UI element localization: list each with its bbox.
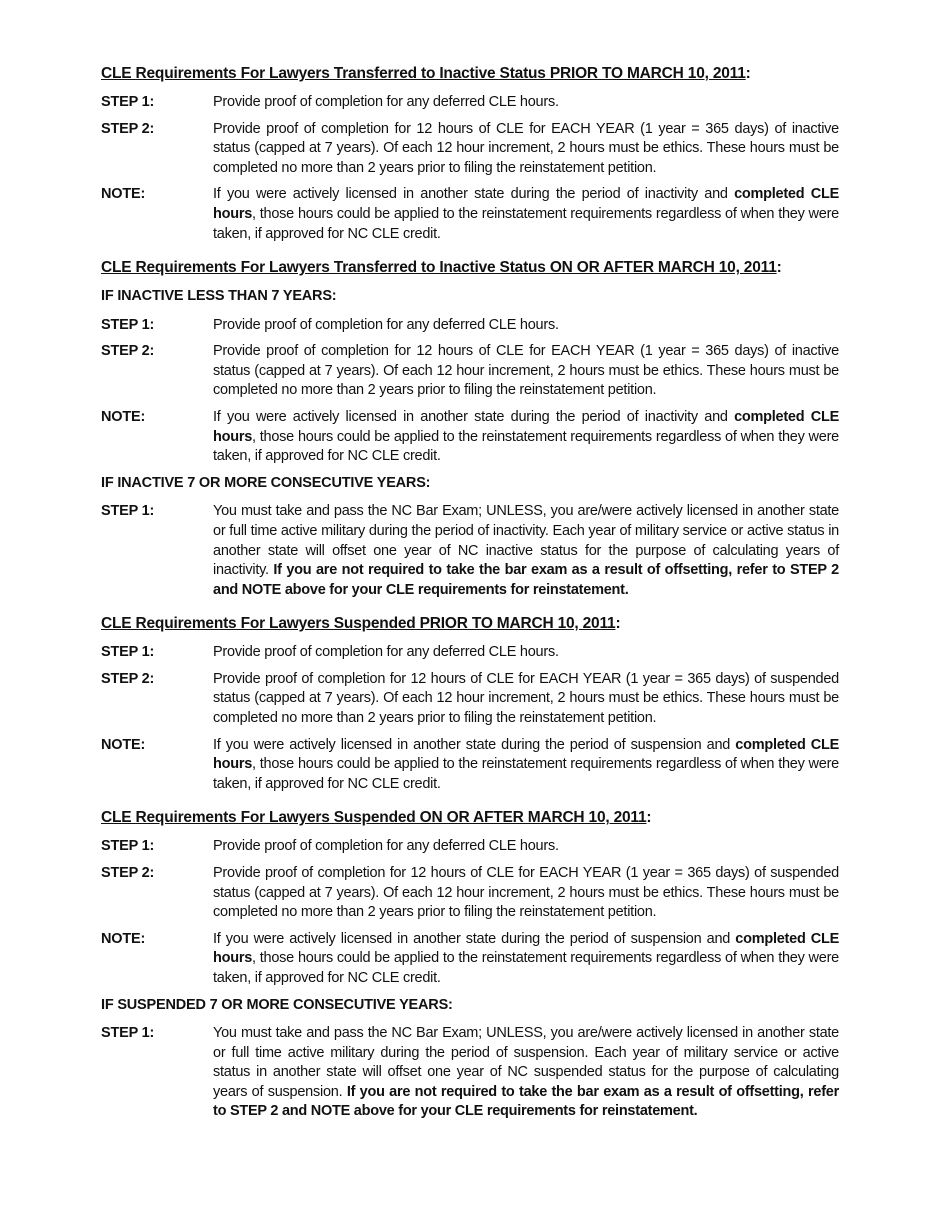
note-text-part: , those hours could be applied to the reinstatement requirements regardless of when they were taken, if approved for NC CLE credit. bbox=[213, 756, 839, 792]
step-text: Provide proof of completion for 12 hours of CLE for EACH YEAR (1 year = 365 days) of inactive status (capped at 7 years). Of each 12 hour increment, 2 hours must be ethics. These hours must be completed no more than 2 years prior to filing the reinstatement petition. bbox=[213, 120, 839, 176]
section-heading-suspended-after bbox=[101, 808, 839, 828]
section-heading-inactive-prior bbox=[101, 64, 839, 84]
note-text-bold: completed CLE hours bbox=[213, 186, 839, 222]
note-text-part: If you were actively licensed in another state during the period of suspension and bbox=[213, 930, 736, 947]
step-text: Provide proof of completion for 12 hours of CLE for EACH YEAR (1 year = 365 days) of suspended status (capped at 7 years). Of each 12 hour increment, 2 hours must be ethics. These hours must be completed no more than 2 years prior to filing the reinstatement petition. bbox=[213, 670, 839, 727]
step-label: STEP 2: bbox=[101, 120, 155, 137]
step-text: Provide proof of completion for any deferred CLE hours. bbox=[213, 316, 559, 333]
section-heading-text: CLE Requirements For Lawyers Transferred to Inactive Status PRIOR TO MARCH 10, 2011 bbox=[101, 65, 746, 82]
step-text: Provide proof of completion for any deferred CLE hours. bbox=[213, 838, 559, 855]
step-text: Provide proof of completion for 12 hours of CLE for EACH YEAR (1 year = 365 days) of suspended status (capped at 7 years). Of each 12 hour increment, 2 hours must be ethics. These hours must be completed no more than 2 years prior to filing the reinstatement petition. bbox=[213, 865, 839, 921]
section-heading-inactive-after bbox=[101, 258, 839, 278]
note-text-part: , those hours could be applied to the reinstatement requirements regardless of when they were taken, if approved for NC CLE credit. bbox=[213, 428, 839, 465]
note-row bbox=[101, 930, 839, 989]
note-text-bold: completed CLE hours bbox=[213, 409, 839, 445]
step-text: Provide proof of completion for any deferred CLE hours. bbox=[213, 644, 559, 661]
step-text bbox=[213, 1024, 839, 1122]
document-body bbox=[101, 64, 839, 1129]
section-heading-text: CLE Requirements For Lawyers Suspended ON OR AFTER MARCH 10, 2011 bbox=[101, 809, 647, 827]
note-row bbox=[101, 185, 839, 244]
note-text bbox=[213, 185, 839, 244]
note-text-part: If you were actively licensed in another state during the period of inactivity and bbox=[213, 409, 735, 426]
note-row bbox=[101, 408, 839, 467]
step-row bbox=[101, 342, 839, 401]
step-label: STEP 1: bbox=[101, 94, 155, 110]
step-label: STEP 1: bbox=[101, 644, 155, 661]
step-label: STEP 2: bbox=[101, 343, 155, 360]
step-row bbox=[101, 316, 839, 336]
heading-colon: : bbox=[776, 259, 782, 277]
heading-colon: : bbox=[745, 65, 751, 82]
step-text: Provide proof of completion for any deferred CLE hours. bbox=[213, 94, 559, 110]
step-row bbox=[101, 93, 839, 113]
step-row bbox=[101, 864, 839, 923]
note-label: NOTE: bbox=[101, 736, 146, 753]
step-row bbox=[101, 837, 839, 857]
step-label: STEP 2: bbox=[101, 670, 155, 687]
note-text bbox=[213, 736, 839, 795]
step-row bbox=[101, 120, 839, 179]
note-row bbox=[101, 736, 839, 795]
step-text-bold: If you are not required to take the bar exam as a result of offsetting, refer to STEP 2 and NOTE above for your CLE requirements for reinstatement. bbox=[213, 1083, 839, 1120]
step-text: Provide proof of completion for 12 hours of CLE for EACH YEAR (1 year = 365 days) of inactive status (capped at 7 years). Of each 12 hour increment, 2 hours must be ethics. These hours must be completed no more than 2 years prior to filing the reinstatement petition. bbox=[213, 343, 839, 399]
step-label: STEP 1: bbox=[101, 1025, 155, 1042]
step-text-bold: If you are not required to take the bar exam as a result of offsetting, refer to STEP 2 and NOTE above for your CLE requirements for reinstatement. bbox=[213, 562, 839, 598]
note-label: NOTE: bbox=[101, 930, 146, 947]
note-label: NOTE: bbox=[101, 186, 146, 203]
step-row bbox=[101, 643, 839, 663]
section-heading-text: CLE Requirements For Lawyers Transferred to Inactive Status ON OR AFTER MARCH 10, 2011 bbox=[101, 259, 777, 277]
step-label: STEP 1: bbox=[101, 503, 155, 520]
note-text-part: , those hours could be applied to the reinstatement requirements regardless of when they were taken, if approved for NC CLE credit. bbox=[213, 205, 839, 242]
subheading-inactive-7-plus: IF INACTIVE 7 OR MORE CONSECUTIVE YEARS: bbox=[101, 474, 431, 491]
step-row bbox=[101, 670, 839, 729]
subheading-inactive-less-7: IF INACTIVE LESS THAN 7 YEARS: bbox=[101, 288, 337, 305]
heading-colon: : bbox=[615, 615, 621, 633]
step-label: STEP 1: bbox=[101, 316, 155, 333]
section-heading-text: CLE Requirements For Lawyers Suspended PRIOR TO MARCH 10, 2011 bbox=[101, 615, 616, 633]
step-text-part: You must take and pass the NC Bar Exam; UNLESS, you are/were actively licensed in another state or full time active military during the period of inactivity. Each year of military service or active status in another state will offset one year of NC inactive status for the purpose of calculating years of inactivity. bbox=[213, 503, 839, 579]
note-text bbox=[213, 930, 839, 989]
step-row bbox=[101, 502, 839, 600]
step-text bbox=[213, 502, 839, 600]
note-text-bold: completed CLE hours bbox=[213, 930, 839, 967]
subheading-suspended-7-plus: IF SUSPENDED 7 OR MORE CONSECUTIVE YEARS: bbox=[101, 996, 453, 1013]
note-text-part: If you were actively licensed in another state during the period of inactivity and bbox=[213, 186, 735, 203]
note-text bbox=[213, 408, 839, 467]
step-label: STEP 2: bbox=[101, 865, 155, 882]
section-heading-suspended-prior bbox=[101, 614, 839, 634]
heading-colon: : bbox=[646, 809, 652, 827]
step-text-part: You must take and pass the NC Bar Exam; UNLESS, you are/were actively licensed in another state or full time active military during the period of suspension. Each year of military service or active status in another state will offset one year of NC suspended status for the purpose of calculating years of suspension. bbox=[213, 1025, 839, 1100]
note-text-part: , those hours could be applied to the reinstatement requirements regardless of when they were taken, if approved for NC CLE credit. bbox=[213, 950, 839, 986]
note-text-bold: completed CLE hours bbox=[213, 736, 839, 773]
note-text-part: If you were actively licensed in another state during the period of suspension and bbox=[213, 736, 736, 753]
note-label: NOTE: bbox=[101, 409, 146, 426]
step-label: STEP 1: bbox=[101, 838, 155, 855]
step-row bbox=[101, 1024, 839, 1122]
